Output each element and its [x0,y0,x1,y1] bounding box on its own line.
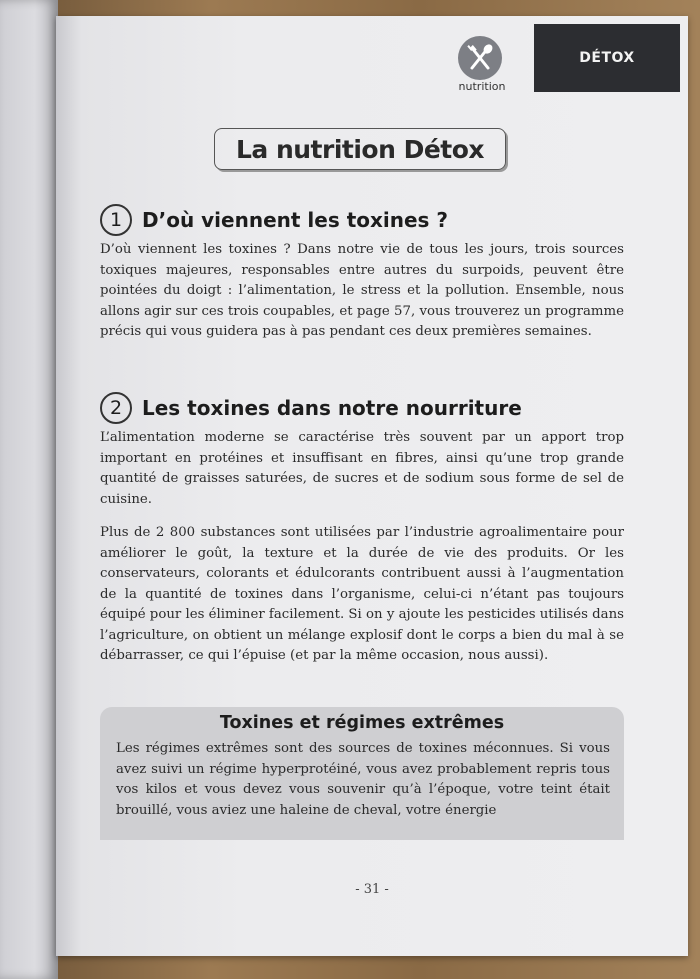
book-page [56,16,688,956]
section-2-paragraph-2: Plus de 2 800 substances sont utilisées par l’industrie agroalimentaire pour améliorer le goût, la texture et la durée de vie des produits. Or les conservateurs, colorants et édulcorants contribuent aussi à l’augmentation de la quantité de toxines dans l’organisme, celui-ci n’étant pas toujours équipé pour les éliminer facilement. Si on y ajoute les pesticides utilisés dans l’agriculture, on obtient un mélange explosif dont le corps a bien du mal à se débarrasser, ce qui l’épuise (et par la même occasion, nous aussi). [100,525,624,663]
section-2-number: 2 [100,392,132,424]
section-1-title: D’où viennent les toxines ? [142,208,449,232]
sidebar-box-title: Toxines et régimes extrêmes [219,713,505,733]
section-1-number: 1 [100,204,132,236]
page-title: La nutrition Détox [214,128,506,170]
page-number: - 31 - [355,882,389,897]
category-label: nutrition [458,80,506,93]
sidebar-box [100,707,624,840]
section-1-paragraph: D’où viennent les toxines ? Dans notre vie de tous les jours, trois sources toxiques majeures, responsables entre autres du surpoids, peuvent être pointées du doigt : l’alimentation, le stress et la pollution. Ensemble, nous allons agir sur ces trois coupables, et page 57, vous trouverez un programme précis qui vous guidera pas à pas pendant ces deux premières semaines. [100,242,624,339]
sidebar-box-text: Les régimes extrêmes sont des sources de toxines méconnues. Si vous avez suivi un régime hyperprotéiné, vous avez probablement repris tous vos kilos et vous devez vous souvenir qu’à l’époque, votre teint était brouillé, vous aviez une haleine de cheval, votre énergie [116,741,610,818]
section-2-title: Les toxines dans notre nourriture [142,396,522,420]
section-tab: DÉTOX [534,24,680,92]
section-1-heading [100,204,448,236]
fork-knife-icon [458,36,502,80]
left-page-edge [0,0,58,979]
section-2-paragraph-1: L’alimentation moderne se caractérise très souvent par un apport trop important en protéines et insuffisant en fibres, ainsi qu’une trop grande quantité de graisses saturées, de sucres et de sodium sous forme de sel de cuisine. [100,430,624,507]
section-2-heading [100,392,522,424]
